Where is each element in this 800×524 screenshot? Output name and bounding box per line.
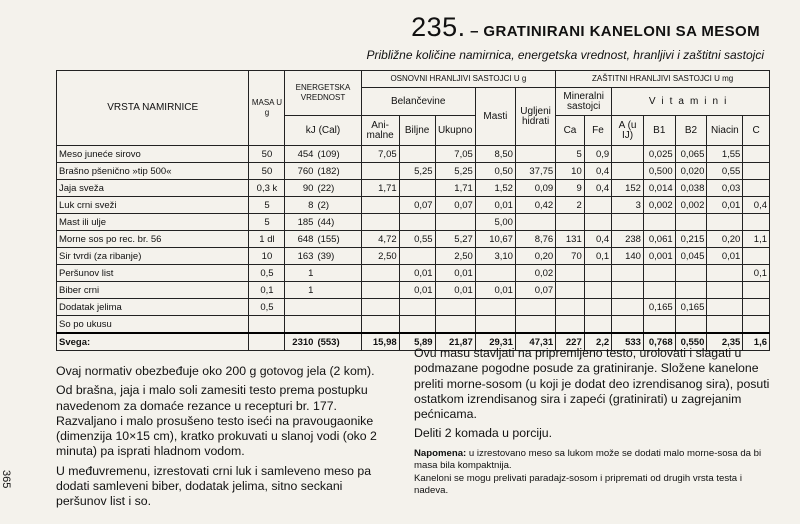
- value-ma: [475, 316, 515, 334]
- value-bi: [399, 146, 435, 163]
- value-ni: [707, 316, 743, 334]
- table-row: [57, 282, 770, 299]
- energy-cell: [285, 248, 361, 265]
- table-row: [57, 163, 770, 180]
- value-c: [743, 316, 770, 334]
- animal-header: Ani- malne: [361, 116, 399, 146]
- value-fe: 0,4: [584, 163, 611, 180]
- value-b2: [675, 214, 707, 231]
- value-ca: 131: [556, 231, 585, 248]
- value-b2: 0,045: [675, 248, 707, 265]
- table-row: [57, 299, 770, 316]
- fats-header: Masti: [475, 88, 515, 146]
- value-ca: [556, 299, 585, 316]
- value-ca: [556, 265, 585, 282]
- value-a: 238: [612, 231, 644, 248]
- value-uk: [435, 316, 475, 334]
- ingredient-mass: 5: [249, 214, 285, 231]
- value-b1: 0,768: [643, 333, 675, 351]
- table-row: [57, 248, 770, 265]
- value-b1: [643, 282, 675, 299]
- table-row: [57, 146, 770, 163]
- value-fe: 0,1: [584, 248, 611, 265]
- value-ma: 0,01: [475, 282, 515, 299]
- value-b1: [643, 316, 675, 334]
- vitamins-header: Vitamini: [612, 88, 770, 116]
- energy-cal: (109): [317, 148, 340, 160]
- ingredient-mass: 5: [249, 197, 285, 214]
- value-b1: [643, 265, 675, 282]
- value-ni: [707, 282, 743, 299]
- value-fe: 0,4: [584, 180, 611, 197]
- value-ca: 227: [556, 333, 585, 351]
- value-uh: 37,75: [515, 163, 555, 180]
- value-b2: [675, 316, 707, 334]
- energy-cell: [285, 231, 361, 248]
- value-b2: 0,020: [675, 163, 707, 180]
- carbs-header: Ugljeni hidrati: [515, 88, 555, 146]
- ingredient-mass: 0,1: [249, 282, 285, 299]
- value-an: 1,71: [361, 180, 399, 197]
- value-ca: 5: [556, 146, 585, 163]
- value-uh: [515, 214, 555, 231]
- value-an: [361, 282, 399, 299]
- ingredient-name: Jaja sveža: [57, 180, 249, 197]
- ingredient-name: Luk crni sveži: [57, 197, 249, 214]
- value-fe: 2,2: [584, 333, 611, 351]
- col-name-header: VRSTA NAMIRNICE: [57, 71, 249, 146]
- ingredient-mass: 0,5: [249, 265, 285, 282]
- value-a: 3: [612, 197, 644, 214]
- value-fe: [584, 316, 611, 334]
- value-an: 15,98: [361, 333, 399, 351]
- value-ni: [707, 299, 743, 316]
- energy-cell: [285, 316, 361, 334]
- value-an: [361, 214, 399, 231]
- proteins-header: Belančevine: [361, 88, 475, 116]
- energy-kj: 454: [297, 148, 314, 160]
- value-c: [743, 146, 770, 163]
- energy-cal: (39): [317, 250, 335, 262]
- value-c: [743, 248, 770, 265]
- energy-cal: (155): [317, 233, 340, 245]
- value-uk: 21,87: [435, 333, 475, 351]
- value-bi: 0,07: [399, 197, 435, 214]
- energy-cell: [285, 333, 361, 351]
- note-text-2: Kaneloni se mogu prelivati paradajz-sosom i pripremati od drugih vrsta testa i nadeva.: [414, 472, 742, 497]
- ingredient-name: Sir tvrdi (za ribanje): [57, 248, 249, 265]
- ingredient-name: Dodatak jelima: [57, 299, 249, 316]
- value-c: [743, 180, 770, 197]
- value-b2: 0,065: [675, 146, 707, 163]
- value-fe: [584, 282, 611, 299]
- value-ni: 0,55: [707, 163, 743, 180]
- value-ni: [707, 214, 743, 231]
- energy-cal: (44): [317, 216, 335, 228]
- plant-header: Biljne: [399, 116, 435, 146]
- energy-kj: 185: [297, 216, 314, 228]
- value-ma: [475, 299, 515, 316]
- protective-nutrients-header: ZAŠTITNI HRANLJIVI SASTOJCI U mg: [556, 71, 770, 88]
- ingredient-mass: 0,5: [249, 299, 285, 316]
- value-an: [361, 316, 399, 334]
- ingredient-name: Biber crni: [57, 282, 249, 299]
- ingredient-name: Mast ili ulje: [57, 214, 249, 231]
- right-text-column: [414, 346, 774, 502]
- value-ma: 3,10: [475, 248, 515, 265]
- note: [414, 448, 774, 498]
- value-bi: 5,89: [399, 333, 435, 351]
- value-uh: 47,31: [515, 333, 555, 351]
- value-uh: 0,07: [515, 282, 555, 299]
- energy-cell: [285, 282, 361, 299]
- value-uh: [515, 299, 555, 316]
- value-b2: 0,215: [675, 231, 707, 248]
- nutrition-table: [56, 70, 770, 351]
- vitamin-a-header: A (u IJ): [612, 116, 644, 146]
- value-a: [612, 146, 644, 163]
- value-c: 0,4: [743, 197, 770, 214]
- value-a: 533: [612, 333, 644, 351]
- ingredient-mass: 50: [249, 146, 285, 163]
- value-an: [361, 163, 399, 180]
- energy-cell: [285, 265, 361, 282]
- ingredient-name: Svega:: [57, 333, 249, 351]
- value-bi: 0,01: [399, 265, 435, 282]
- value-ma: 0,01: [475, 197, 515, 214]
- value-uh: 0,02: [515, 265, 555, 282]
- value-b1: [643, 214, 675, 231]
- vitamin-c-header: C: [743, 116, 770, 146]
- value-ma: 5,00: [475, 214, 515, 231]
- paragraph-serving: Deliti 2 komada u porciju.: [414, 426, 553, 441]
- ingredient-mass: 0,3 k: [249, 180, 285, 197]
- table-row: [57, 214, 770, 231]
- table-row: [57, 316, 770, 334]
- value-an: [361, 197, 399, 214]
- value-ca: 70: [556, 248, 585, 265]
- value-bi: 5,25: [399, 163, 435, 180]
- vitamin-b1-header: B1: [643, 116, 675, 146]
- energy-kj: 1: [308, 284, 314, 296]
- value-b1: 0,014: [643, 180, 675, 197]
- value-ni: 0,01: [707, 197, 743, 214]
- recipe-title: [411, 12, 760, 43]
- value-c: 0,1: [743, 265, 770, 282]
- value-ca: [556, 282, 585, 299]
- niacin-header: Niacin: [707, 116, 743, 146]
- value-bi: [399, 180, 435, 197]
- ingredient-name: Meso juneće sirovo: [57, 146, 249, 163]
- left-text-column: [56, 364, 396, 514]
- value-ma: 8,50: [475, 146, 515, 163]
- value-ma: 10,67: [475, 231, 515, 248]
- value-uk: 0,01: [435, 265, 475, 282]
- energy-cell: [285, 163, 361, 180]
- energy-kj: 8: [308, 199, 314, 211]
- paragraph-filling: U međuvremenu, izrestovati crni luk i samleveno meso pa dodati samleveni biber, dodatak jelima, sitno seckani peršunov list i so.: [56, 463, 372, 509]
- basic-nutrients-header: OSNOVNI HRANLJIVI SASTOJCI U g: [361, 71, 556, 88]
- value-b2: 0,550: [675, 333, 707, 351]
- value-uh: 8,76: [515, 231, 555, 248]
- value-b1: 0,165: [643, 299, 675, 316]
- note-text-1: u izrestovano meso sa lukom može se dodati malo morne-sosa da bi masa bila kompaktnija.: [414, 447, 762, 472]
- ingredient-mass: [249, 316, 285, 334]
- value-uh: 0,42: [515, 197, 555, 214]
- value-bi: [399, 316, 435, 334]
- value-an: 7,05: [361, 146, 399, 163]
- value-fe: [584, 265, 611, 282]
- energy-cal: (2): [317, 199, 330, 211]
- value-an: 4,72: [361, 231, 399, 248]
- ingredient-mass: [249, 333, 285, 351]
- energy-kj: 90: [302, 182, 314, 194]
- value-ni: 0,01: [707, 248, 743, 265]
- energy-cell: [285, 214, 361, 231]
- value-an: [361, 265, 399, 282]
- value-uh: 0,20: [515, 248, 555, 265]
- ingredient-mass: 1 dl: [249, 231, 285, 248]
- value-a: [612, 265, 644, 282]
- value-an: 2,50: [361, 248, 399, 265]
- value-uk: [435, 299, 475, 316]
- energy-cell: [285, 197, 361, 214]
- ingredient-name: Peršunov list: [57, 265, 249, 282]
- value-b2: [675, 282, 707, 299]
- value-fe: 0,9: [584, 146, 611, 163]
- value-fe: 0,4: [584, 231, 611, 248]
- minerals-header: Mineralni sastojci: [556, 88, 612, 116]
- value-a: 152: [612, 180, 644, 197]
- value-ca: [556, 214, 585, 231]
- value-ca: 2: [556, 197, 585, 214]
- value-ma: 29,31: [475, 333, 515, 351]
- value-ca: [556, 316, 585, 334]
- value-b1: 0,061: [643, 231, 675, 248]
- ingredient-mass: 10: [249, 248, 285, 265]
- ingredient-mass: 50: [249, 163, 285, 180]
- paragraph-yield: Ovaj normativ obezbeđuje oko 200 g gotovog jela (2 kom).: [56, 364, 375, 378]
- energy-kj: 648: [297, 233, 314, 245]
- value-c: [743, 299, 770, 316]
- total-protein-header: Ukupno: [435, 116, 475, 146]
- value-fe: [584, 214, 611, 231]
- value-b1: 0,002: [643, 197, 675, 214]
- value-fe: [584, 299, 611, 316]
- value-c: [743, 214, 770, 231]
- energy-cal: (22): [317, 182, 335, 194]
- energy-cal: (182): [317, 165, 340, 177]
- value-bi: [399, 299, 435, 316]
- recipe-name: – GRATINIRANI KANELONI SA MESOM: [470, 23, 760, 40]
- energy-kj: 163: [297, 250, 314, 262]
- value-a: [612, 316, 644, 334]
- paragraph-assembly: Ovu masu stavljati na pripremljeno testo, urolovati i slagati u podmazane pogodne posude za gratiniranje. Složene kanelone preliti morne-sosom (u koji je dodat deo izrendisanog sira), posuti ostatkom izrendisanog sira i zapeći (gratinirati) u zagrejanim pećnicama.: [414, 346, 770, 422]
- col-mass-header: MASA U g: [249, 71, 285, 146]
- value-uh: [515, 316, 555, 334]
- value-uk: 0,07: [435, 197, 475, 214]
- value-b2: 0,165: [675, 299, 707, 316]
- value-a: [612, 282, 644, 299]
- energy-cal: (553): [317, 336, 340, 348]
- value-a: [612, 163, 644, 180]
- table-subtitle: Približne količine namirnica, energetska vrednost, hranljivi i zaštitni sastojci: [366, 48, 764, 62]
- value-bi: [399, 214, 435, 231]
- value-uk: 0,01: [435, 282, 475, 299]
- value-a: [612, 214, 644, 231]
- ingredient-name: So po ukusu: [57, 316, 249, 334]
- value-b2: 0,002: [675, 197, 707, 214]
- value-fe: [584, 197, 611, 214]
- table-row: [57, 231, 770, 248]
- value-uk: 2,50: [435, 248, 475, 265]
- value-ca: 9: [556, 180, 585, 197]
- table-row: [57, 197, 770, 214]
- paragraph-dough: Od brašna, jaja i malo soli zamesiti testo prema postupku navedenom za domaće rezance u recepturi br. 177. Razvaljano i malo prosušeno testo iseći na pravougaonike (dimenzija 10×15 cm), kratko prokuvati u slanoj vodi (oko 2 minuta) pa isprati hladnom vodom.: [56, 383, 377, 459]
- value-ma: 0,50: [475, 163, 515, 180]
- ingredient-name: Brašno pšenično »tip 500«: [57, 163, 249, 180]
- value-ma: [475, 265, 515, 282]
- value-c: 1,1: [743, 231, 770, 248]
- value-b1: 0,500: [643, 163, 675, 180]
- value-c: [743, 282, 770, 299]
- value-bi: 0,01: [399, 282, 435, 299]
- value-uh: [515, 146, 555, 163]
- value-ni: 2,35: [707, 333, 743, 351]
- value-ni: [707, 265, 743, 282]
- vitamin-b2-header: B2: [675, 116, 707, 146]
- fe-header: Fe: [584, 116, 611, 146]
- value-b2: [675, 265, 707, 282]
- value-b1: 0,025: [643, 146, 675, 163]
- col-energy-header: ENERGETSKA VREDNOST: [285, 71, 361, 116]
- recipe-number: 235.: [411, 12, 466, 42]
- value-b1: 0,001: [643, 248, 675, 265]
- value-a: [612, 299, 644, 316]
- value-uk: 5,27: [435, 231, 475, 248]
- value-ma: 1,52: [475, 180, 515, 197]
- value-ca: 10: [556, 163, 585, 180]
- value-uk: [435, 214, 475, 231]
- ingredient-name: Morne sos po rec. br. 56: [57, 231, 249, 248]
- value-ni: 0,03: [707, 180, 743, 197]
- value-a: 140: [612, 248, 644, 265]
- table-row: [57, 180, 770, 197]
- value-uk: 5,25: [435, 163, 475, 180]
- energy-kj: 2310: [292, 336, 314, 348]
- energy-kj: 1: [308, 267, 314, 279]
- energy-units-header: kJ (Cal): [285, 116, 361, 146]
- energy-cell: [285, 146, 361, 163]
- value-an: [361, 299, 399, 316]
- value-bi: [399, 248, 435, 265]
- value-b2: 0,038: [675, 180, 707, 197]
- energy-cell: [285, 180, 361, 197]
- value-ni: 0,20: [707, 231, 743, 248]
- value-c: [743, 163, 770, 180]
- energy-kj: 760: [297, 165, 314, 177]
- value-uh: 0,09: [515, 180, 555, 197]
- value-uk: 7,05: [435, 146, 475, 163]
- ca-header: Ca: [556, 116, 585, 146]
- table-row: [57, 265, 770, 282]
- value-ni: 1,55: [707, 146, 743, 163]
- page-number: 365: [0, 470, 12, 489]
- value-bi: 0,55: [399, 231, 435, 248]
- value-uk: 1,71: [435, 180, 475, 197]
- value-c: 1,6: [743, 333, 770, 351]
- energy-cell: [285, 299, 361, 316]
- note-label: Napomena:: [414, 447, 467, 459]
